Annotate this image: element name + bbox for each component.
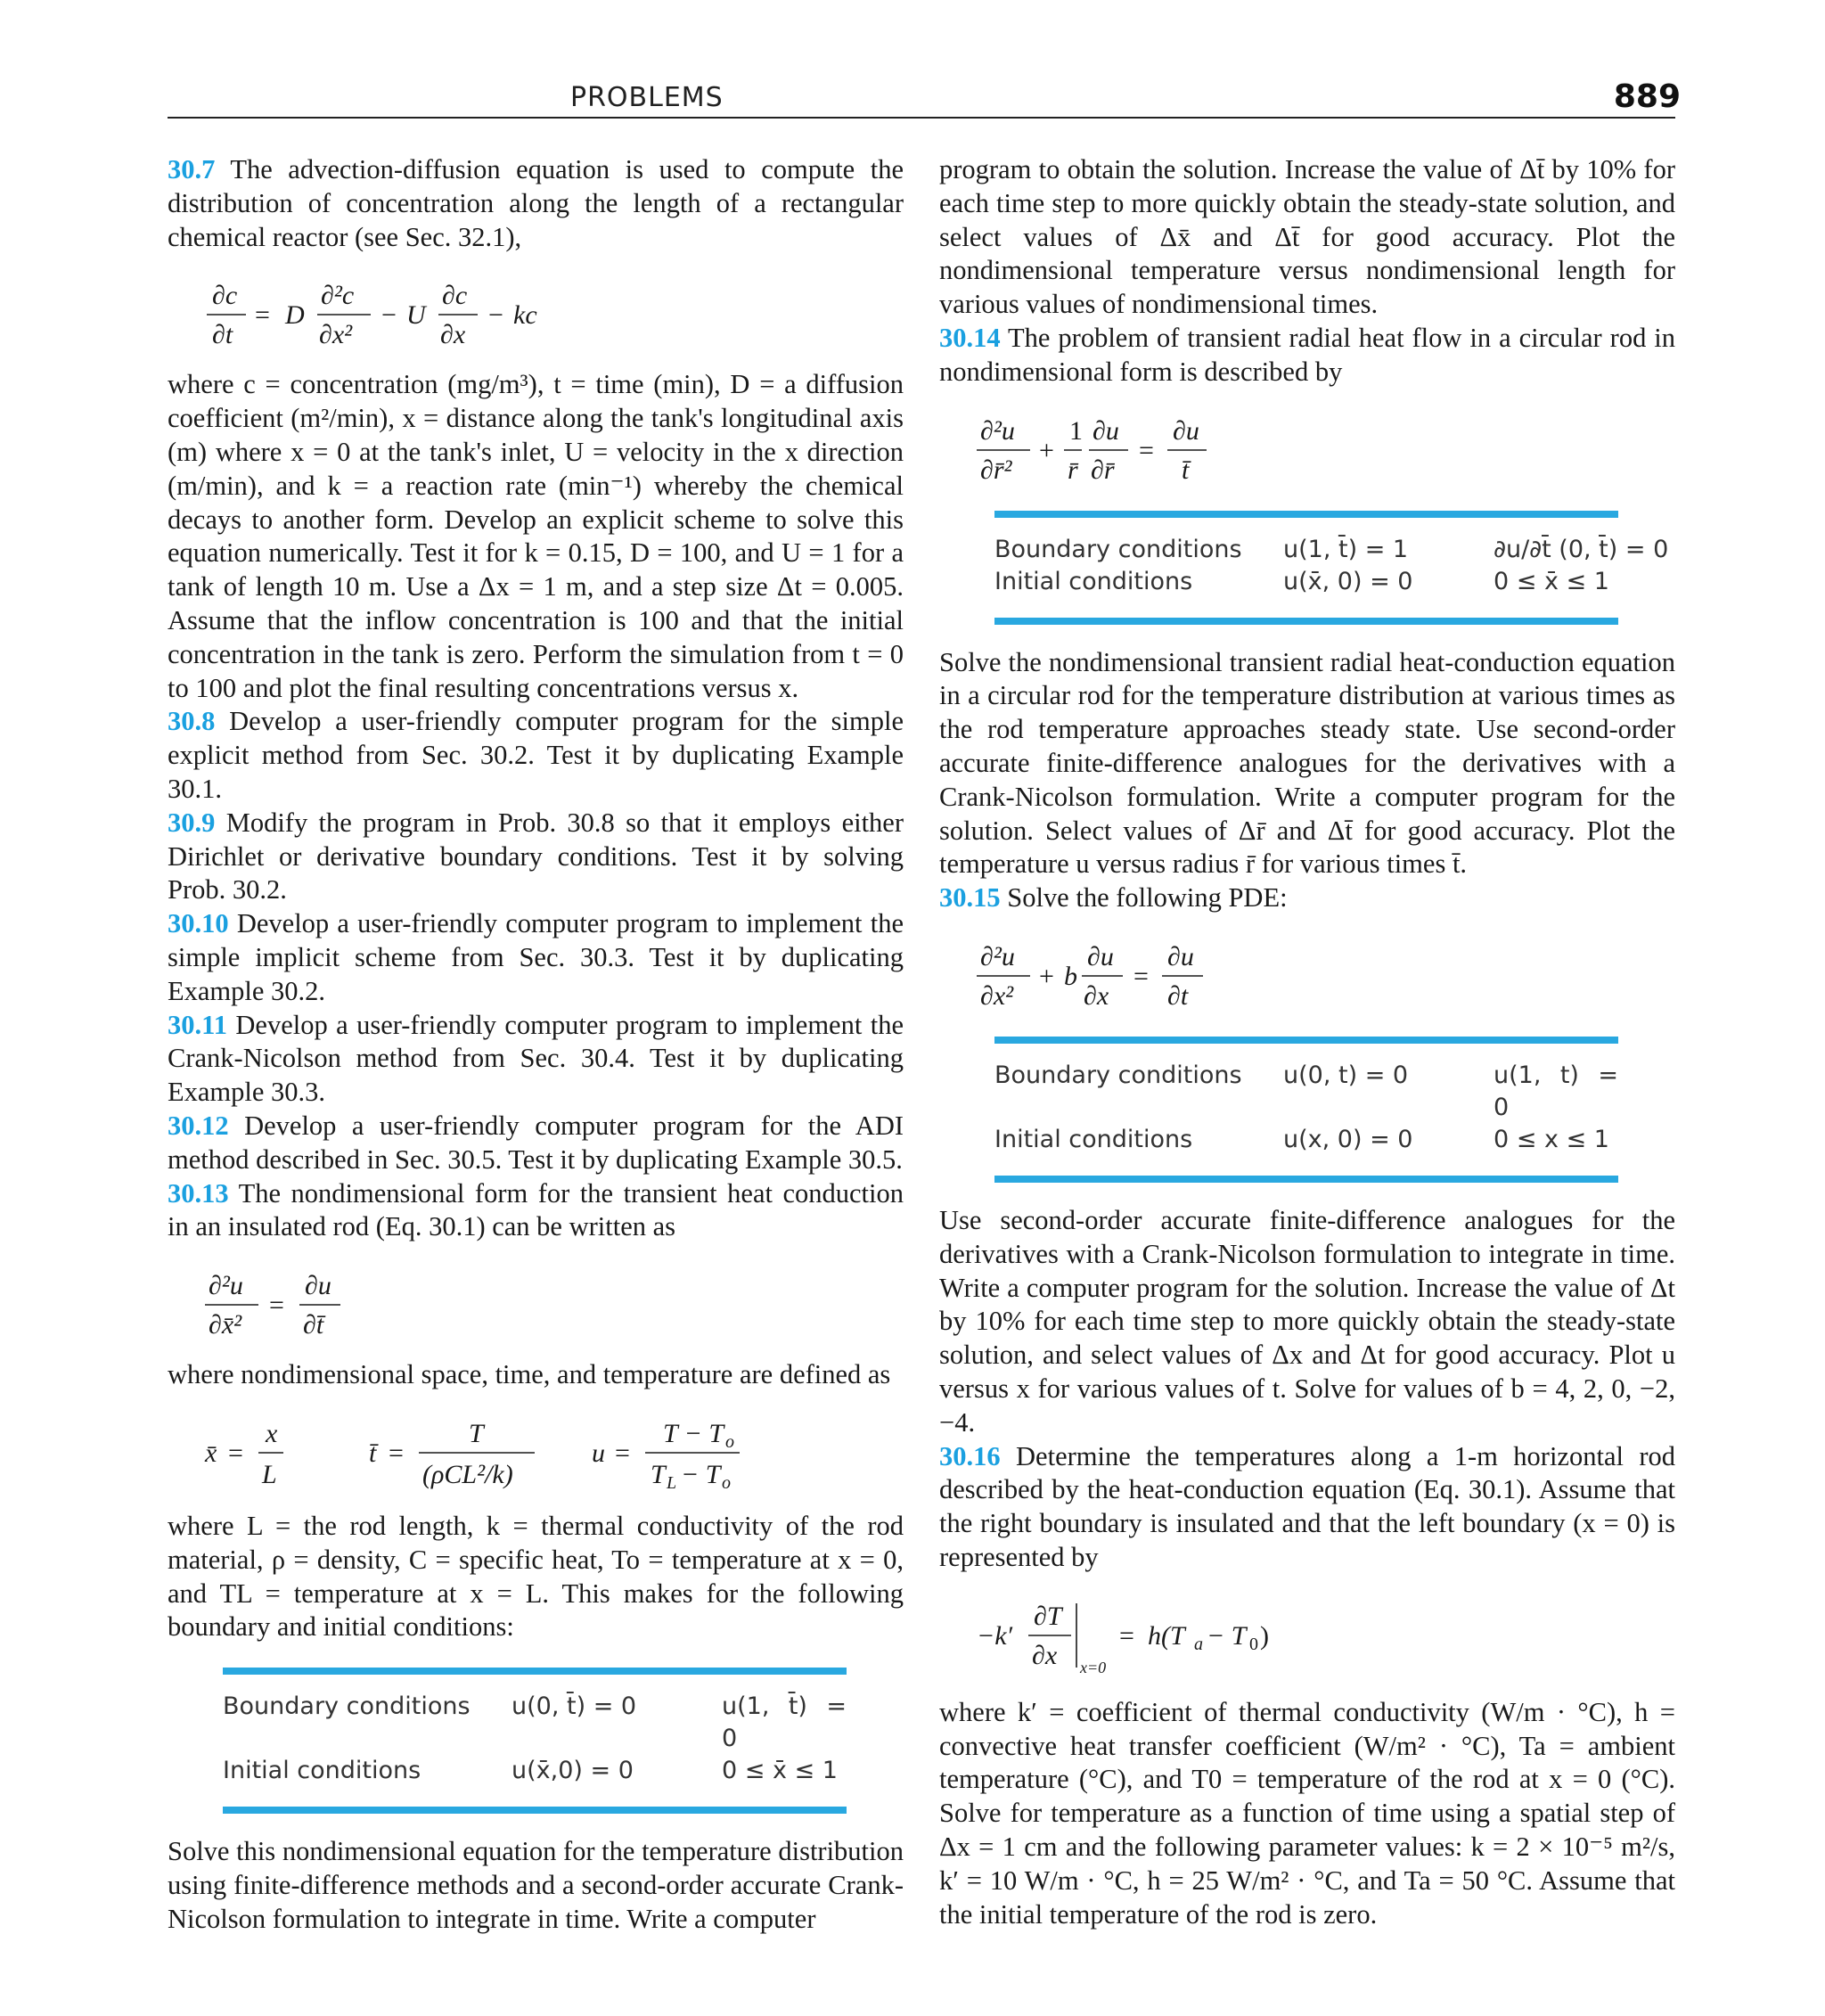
svg-text:∂²u: ∂²u <box>980 941 1015 971</box>
svg-text:(ρCL²/k): (ρCL²/k) <box>422 1459 513 1489</box>
svg-text:∂u: ∂u <box>1087 941 1114 971</box>
svg-text:∂x: ∂x <box>1032 1640 1058 1670</box>
table-cell: 0 ≤ x̄ ≤ 1 <box>722 1757 838 1785</box>
problem-number: 30.13 <box>168 1177 229 1209</box>
svg-text:=: = <box>1133 961 1149 991</box>
problem-30-15 <box>939 881 1675 915</box>
svg-text:r̄: r̄ <box>1068 455 1078 485</box>
table-row <box>994 1060 1618 1124</box>
svg-text:x̄: x̄ <box>205 1438 217 1468</box>
svg-text:L: L <box>667 1472 677 1493</box>
svg-text:∂²u: ∂²u <box>980 415 1015 446</box>
table-cell: Boundary conditions <box>994 1061 1242 1089</box>
problem-30-11 <box>168 1009 904 1110</box>
table-cell: Initial conditions <box>994 567 1193 595</box>
equation-advection-diffusion <box>205 270 904 352</box>
problem-30-9 <box>168 807 904 907</box>
svg-text:D: D <box>285 300 305 331</box>
svg-text:h(T: h(T <box>1148 1620 1185 1651</box>
svg-text:∂T: ∂T <box>1034 1601 1062 1631</box>
svg-text:a: a <box>1194 1634 1203 1654</box>
svg-text:1: 1 <box>1069 415 1083 446</box>
svg-text:=: = <box>1139 435 1154 465</box>
table-cell: u(1, t̄) = 0 <box>722 1692 847 1753</box>
svg-text:o: o <box>725 1431 734 1452</box>
table-cell: 0 ≤ x̄ ≤ 1 <box>1494 567 1609 595</box>
svg-text:b: b <box>1064 961 1077 991</box>
table-row <box>223 1755 847 1787</box>
svg-text:o: o <box>722 1472 731 1493</box>
svg-text:=: = <box>228 1438 243 1468</box>
table-row <box>994 1124 1618 1156</box>
problem-30-16-variables: where k′ = coefficient of thermal conductivity (W/m · °C), h = convective heat transfer coefficient (W/m² · °C), Ta = ambient temperature (°C), and T0 = temperature of the rod at x = 0 (°C). Solve for temperature as a function of time using a spatial step of Δx = 1 cm and the following parameter values: k = 2 × 10⁻⁵ m²/s, k′ = 10 W/m · °C, h = 25 W/m² · °C, and Ta = 50 °C. Assume that the initial temperature of the rod is zero. <box>939 1696 1675 1930</box>
svg-text:∂u: ∂u <box>305 1271 331 1301</box>
svg-text:∂c: ∂c <box>442 281 468 311</box>
conditions-table-30-15 <box>994 1037 1618 1183</box>
svg-text:∂x²: ∂x² <box>319 320 353 350</box>
equation-heat-nondimensional <box>205 1260 904 1342</box>
svg-text:∂x: ∂x <box>440 320 466 350</box>
equation-boundary-30-16 <box>977 1591 1675 1680</box>
problem-30-13-instructions: Solve this nondimensional equation for the temperature distribution using finite-difference methods and a second-order accurate Crank-Nicolson formulation to integrate in time. Write a computer <box>168 1836 904 1934</box>
problem-text: Develop a user-friendly computer program for the ADI method described in Sec. 30.5. Test it by duplicating Example 30.5. <box>168 1110 904 1175</box>
table-cell: Boundary conditions <box>994 535 1242 563</box>
table-cell: u(1, t̄) = 1 <box>1283 535 1409 563</box>
svg-text:t̄: t̄ <box>369 1438 377 1468</box>
svg-text:u: u <box>592 1438 605 1468</box>
svg-text:∂t: ∂t <box>1167 980 1189 1011</box>
svg-text:+: + <box>1039 435 1054 465</box>
svg-text:∂r̄: ∂r̄ <box>1091 455 1115 485</box>
equation-nondimensional-definitions <box>205 1408 904 1494</box>
table-cell: 0 ≤ x ≤ 1 <box>1494 1125 1609 1153</box>
svg-text:∂x²: ∂x² <box>980 980 1014 1011</box>
problem-number: 30.16 <box>939 1440 1001 1471</box>
problem-text: Develop a user-friendly computer program to implement the simple implicit scheme from Sec. 30.3. Test it by duplicating Example 30.2. <box>168 908 904 1006</box>
conditions-table-30-14 <box>994 511 1669 625</box>
svg-text:∂x: ∂x <box>1084 980 1109 1011</box>
table-row <box>994 566 1618 598</box>
table-cell: u(x, 0) = 0 <box>1283 1125 1413 1153</box>
svg-text:=: = <box>269 1291 284 1321</box>
header-rule <box>168 117 1675 119</box>
svg-text:−: − <box>488 300 503 331</box>
problem-text: Develop a user-friendly computer program to implement the Crank-Nicolson method from Sec. 30.4. Test it by duplicating Example 30.3. <box>168 1009 904 1108</box>
svg-text:kc: kc <box>513 300 537 331</box>
table-cell: u(0, t̄) = 0 <box>511 1692 637 1721</box>
table-cell: u(1, t) = 0 <box>1494 1061 1618 1121</box>
problem-number: 30.11 <box>168 1009 227 1040</box>
problem-30-14-instructions: Solve the nondimensional transient radial heat-conduction equation in a circular rod for the temperature distribution at various times as the rod temperature approaches steady state. Use second-order accurate finite-difference analogues for the derivatives with a Crank-Nicolson formulation. Write a computer program for the solution. Select values of Δr̄ and Δt̄ for good accuracy. Plot the temperature u versus radius r̄ for various times t̄. <box>939 646 1675 880</box>
svg-text:=: = <box>389 1438 404 1468</box>
problem-30-8 <box>168 705 904 806</box>
problem-number: 30.14 <box>939 322 1001 353</box>
table-row <box>994 534 1669 566</box>
table-cell: u(0, t) = 0 <box>1283 1061 1409 1089</box>
problem-30-12 <box>168 1110 904 1177</box>
svg-text:=: = <box>255 300 270 331</box>
problem-number: 30.15 <box>939 882 1001 914</box>
page-number: 889 <box>1613 78 1681 115</box>
problem-number: 30.9 <box>168 807 216 838</box>
problem-text: Determine the temperatures along a 1-m horizontal rod described by the heat-conduction equation (Eq. 30.1). Assume that the right boundary is insulated and that the left boundary (x = 0) is represented by <box>939 1440 1675 1572</box>
svg-text:−: − <box>381 300 397 331</box>
problem-30-13-definitions-intro: where nondimensional space, time, and temperature are defined as <box>168 1359 891 1390</box>
equation-radial-heat <box>977 406 1675 488</box>
svg-text:L: L <box>262 1459 277 1489</box>
svg-text:+: + <box>1039 961 1054 991</box>
equation-pde-30-15 <box>977 931 1675 1013</box>
svg-text:T: T <box>651 1459 666 1489</box>
table-row <box>223 1691 847 1755</box>
svg-text:∂²c: ∂²c <box>321 281 355 311</box>
svg-text:x=0: x=0 <box>1080 1658 1107 1676</box>
svg-text:=: = <box>615 1438 630 1468</box>
problem-30-16 <box>939 1440 1675 1575</box>
problem-number: 30.12 <box>168 1110 229 1141</box>
problem-30-15-instructions: Use second-order accurate finite-difference analogues for the derivatives with a Crank-Nicolson formulation to integrate in time. Write a computer program for the solution. Increase the value of Δt by 10% for each time step to more quickly obtain the steady-state solution, and select values of Δx and Δt for good accuracy. Plot u versus x for various values of t. Solve for values of b = 4, 2, 0, −2, −4. <box>939 1204 1675 1438</box>
running-header: PROBLEMS <box>570 82 724 113</box>
problem-30-14 <box>939 322 1675 389</box>
problem-text: Solve the following PDE: <box>1007 882 1288 914</box>
svg-text:−k′: −k′ <box>977 1620 1013 1651</box>
svg-text:x: x <box>266 1418 278 1448</box>
svg-text:∂x̄²: ∂x̄² <box>209 1310 242 1340</box>
table-cell: u(x̄, 0) = 0 <box>1283 567 1413 595</box>
right-column <box>939 153 1675 1931</box>
problem-number: 30.7 <box>168 154 216 184</box>
problem-text: Modify the program in Prob. 30.8 so that it employs either Dirichlet or derivative boundary conditions. Test it by solving Prob. 30.2. <box>168 807 904 906</box>
problem-number: 30.8 <box>168 706 216 737</box>
svg-text:U: U <box>406 300 426 331</box>
problem-text: The advection-diffusion equation is used to compute the distribution of concentration along the length of a rectangular chemical reactor (see Sec. 32.1), <box>168 154 904 252</box>
svg-text:∂²u: ∂²u <box>209 1271 243 1301</box>
svg-text:∂u: ∂u <box>1093 415 1119 446</box>
table-cell: Initial conditions <box>223 1757 421 1785</box>
table-cell: ∂u/∂t̄ (0, t̄) = 0 <box>1494 535 1669 563</box>
svg-text:t̄: t̄ <box>1182 455 1190 485</box>
problem-30-13 <box>168 1177 904 1245</box>
problem-30-7 <box>168 153 904 254</box>
problem-text: Develop a user-friendly computer program for the simple explicit method from Sec. 30.2. Test it by duplicating Example 30.1. <box>168 706 904 804</box>
problem-text: The nondimensional form for the transient heat conduction in an insulated rod (Eq. 30.1) can be written as <box>168 1177 904 1242</box>
svg-text:∂u: ∂u <box>1167 941 1194 971</box>
conditions-table-30-13 <box>223 1668 847 1814</box>
svg-text:∂t̄: ∂t̄ <box>303 1310 324 1340</box>
svg-text:=: = <box>1119 1620 1134 1651</box>
problem-text: The problem of transient radial heat flow in a circular rod in nondimensional form is described by <box>939 322 1676 387</box>
problem-30-13-instructions-continued: program to obtain the solution. Increase the value of Δt̄ by 10% for each time step to more quickly obtain the steady-state solution, and select values of Δx̄ and Δt̄ for good accuracy. Plot the nondimensional temperature versus nondimensional length for various values of nondimensional times. <box>939 154 1675 320</box>
table-cell: Boundary conditions <box>223 1692 471 1721</box>
left-column <box>168 153 904 1936</box>
problem-30-13-variables: where L = the rod length, k = thermal conductivity of the rod material, ρ = density, C = specific heat, To = temperature at x = 0, and TL = temperature at x = L. This makes for the following boundary and initial conditions: <box>168 1510 904 1643</box>
svg-text:− T: − T <box>681 1459 721 1489</box>
problem-30-7-continued: where c = concentration (mg/m³), t = time (min), D = a diffusion coefficient (m²/min), x = distance along the tank's longitudinal axis (m) where x = 0 at the tank's inlet, U = velocity in the x direction (m/min), and k = a reaction rate (min⁻¹) whereby the chemical decays to another form. Develop an explicit scheme to solve this equation numerically. Test it for k = 0.15, D = 100, and U = 1 for a tank of length 10 m. Use a Δx = 1 m, and a step size Δt = 0.005. Assume that the inflow concentration is 100 and that the initial concentration in the tank is zero. Perform the simulation from t = 0 to 100 and plot the final resulting concentrations versus x. <box>168 369 904 703</box>
table-cell: u(x̄,0) = 0 <box>511 1757 634 1785</box>
svg-text:∂r̄²: ∂r̄² <box>980 455 1012 485</box>
svg-text:∂u: ∂u <box>1173 415 1199 446</box>
svg-text:T: T <box>469 1418 484 1448</box>
table-cell: Initial conditions <box>994 1125 1193 1153</box>
svg-text:− T: − T <box>1207 1620 1247 1651</box>
svg-text:): ) <box>1260 1620 1269 1651</box>
svg-text:∂c: ∂c <box>212 281 238 311</box>
svg-text:T − T: T − T <box>663 1418 724 1448</box>
problem-number: 30.10 <box>168 908 229 939</box>
svg-text:∂t: ∂t <box>212 320 233 350</box>
problem-30-10 <box>168 907 904 1008</box>
svg-text:0: 0 <box>1249 1634 1258 1654</box>
